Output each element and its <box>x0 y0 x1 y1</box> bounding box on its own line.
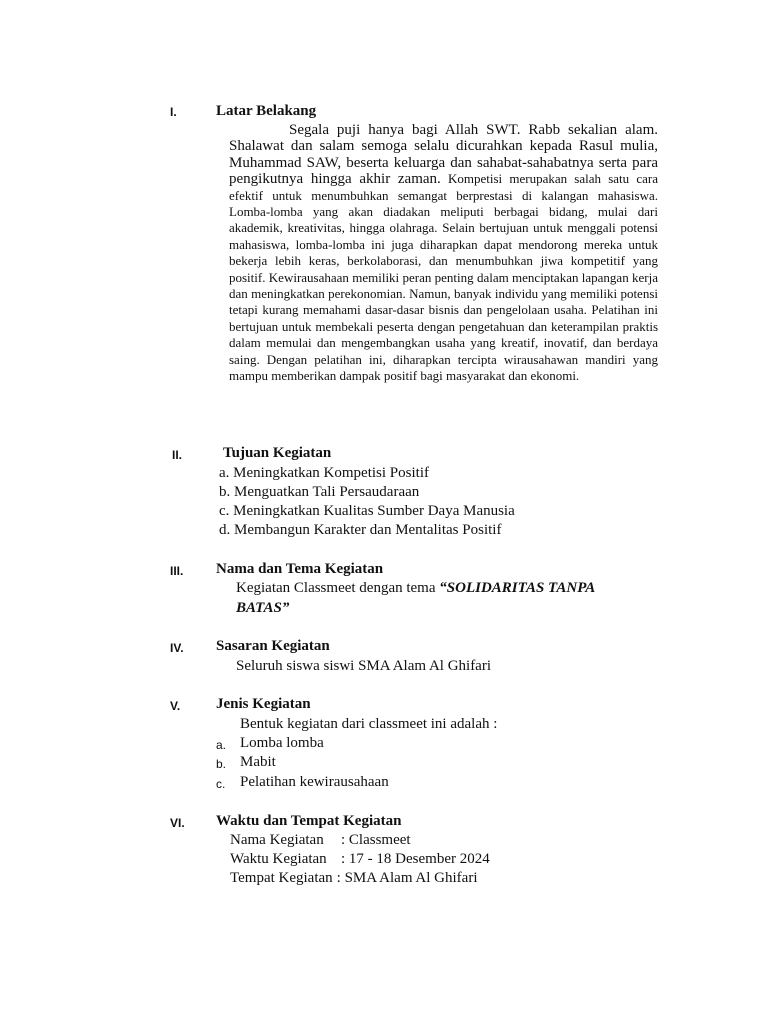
background-paragraph <box>229 122 658 385</box>
info-row <box>230 851 490 868</box>
theme-name-continued: BATAS” <box>236 600 290 616</box>
theme-sentence <box>236 580 595 597</box>
target-text: Seluruh siswa siswi SMA Alam Al Ghifari <box>236 658 492 674</box>
theme-name: “SOLIDARITAS TANPA <box>439 580 596 596</box>
list-item: Pelatihan kewirausahaan <box>240 774 389 790</box>
list-item: a. Meningkatkan Kompetisi Positif <box>219 465 429 481</box>
section-number: III. <box>170 564 184 578</box>
list-item: Mabit <box>240 754 276 770</box>
list-marker: a. <box>216 738 227 752</box>
info-label: Nama Kegiatan <box>230 832 324 848</box>
section-title-waktu-tempat: Waktu dan Tempat Kegiatan <box>216 813 402 829</box>
theme-prefix: Kegiatan Classmeet dengan tema <box>236 580 440 596</box>
section-title-sasaran: Sasaran Kegiatan <box>216 638 330 654</box>
list-item: d. Membangun Karakter dan Mentalitas Positif <box>219 522 502 538</box>
info-row <box>230 870 478 887</box>
list-item: b. Menguatkan Tali Persaudaraan <box>219 484 420 500</box>
info-label: Tempat Kegiatan <box>230 870 333 886</box>
section-title-nama-tema: Nama dan Tema Kegiatan <box>216 561 384 577</box>
paragraph-rest: Kompetisi merupakan salah satu cara efektif untuk menumbuhkan semangat berprestasi di kalangan mahasiswa. Lomba-lomba yang akan diadakan meliputi berbagai bidang, mulai dari akademik, kreativitas, hingga olahraga. Selain bertujuan untuk menggali potensi mahasiswa, lomba-lomba ini juga diharapkan dapat mendorong mereka untuk bekerja lebih keras, berkolaborasi, dan menumbuhkan jiwa kompetitif yang positif. Kewirausahaan memiliki peran penting dalam menciptakan lapangan kerja dan meningkatkan perekonomian. Namun, banyak individu yang memiliki potensi tetapi kurang memahami dasar-dasar bisnis dan pengelolaan usaha. Pelatihan ini bertujuan untuk membekali peserta dengan pengetahuan dan keterampilan praktis dalam memulai dan mengembangkan usaha yang kreatif, inovatif, dan berdaya saing. Dengan pelatihan ini, diharapkan tercipta wirausahawan mandiri yang mampu memberikan dampak positif bagi masyarakat dan ekonomi. <box>229 171 658 384</box>
activity-intro: Bentuk kegiatan dari classmeet ini adalah : <box>240 716 498 732</box>
section-title-jenis: Jenis Kegiatan <box>216 696 311 712</box>
list-item: c. Meningkatkan Kualitas Sumber Daya Manusia <box>219 503 515 519</box>
info-row <box>230 832 411 849</box>
section-title-latar-belakang: Latar Belakang <box>216 103 317 119</box>
info-value: : SMA Alam Al Ghifari <box>336 870 478 886</box>
section-title-tujuan: Tujuan Kegiatan <box>223 445 332 461</box>
section-number: V. <box>170 699 181 713</box>
list-item: Lomba lomba <box>240 735 324 751</box>
list-marker: c. <box>216 777 226 791</box>
info-value: : 17 - 18 Desember 2024 <box>341 851 490 867</box>
list-marker: b. <box>216 757 227 771</box>
section-number: II. <box>172 448 183 462</box>
section-number: VI. <box>170 816 185 830</box>
info-label: Waktu Kegiatan <box>230 851 327 867</box>
section-number: IV. <box>170 641 184 655</box>
paragraph-lead: Segala puji hanya bagi Allah SWT. Rabb sekalian alam. Shalawat dan salam semoga selalu dicurahkan kepada Rasul mulia, Muhammad SAW, beserta keluarga dan sahabat-sahabatnya serta para pengikutnya hingga akhir zaman. <box>229 122 658 188</box>
info-value: : Classmeet <box>341 832 411 848</box>
section-number: I. <box>170 105 177 119</box>
